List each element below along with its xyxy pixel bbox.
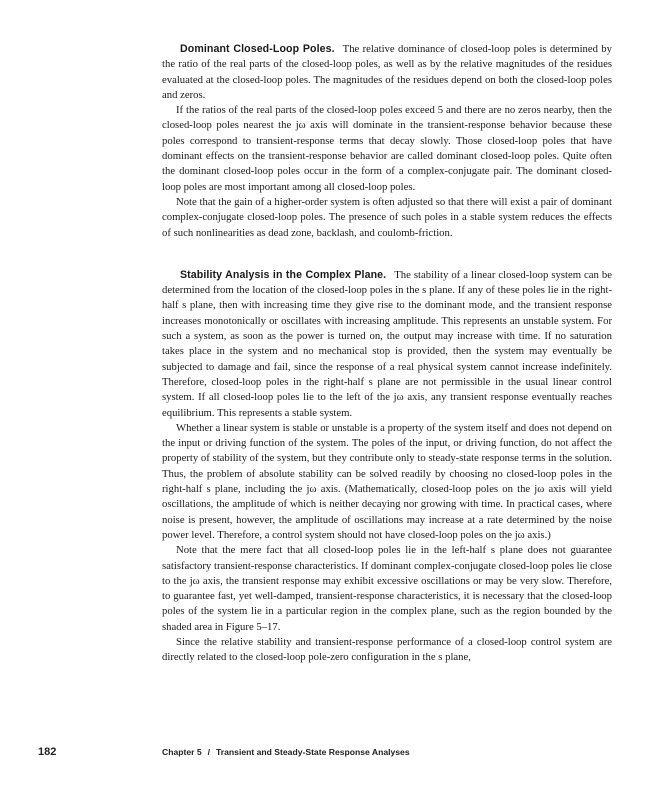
page-footer [0, 746, 653, 762]
chapter-label: Chapter 5 [162, 747, 202, 757]
paragraph: Note that the gain of a higher-order system is often adjusted so that there will exist a pair of dominant complex-conjugate closed-loop poles. The presence of such poles in a stable system reduces the effects of such nonlinearities as dead zone, backlash, and coulomb-friction. [162, 195, 612, 239]
body-text [162, 42, 612, 666]
section-dominant-poles [162, 42, 612, 241]
running-head [162, 747, 410, 757]
chapter-title: Transient and Steady-State Response Analyses [216, 747, 410, 757]
separator: / [207, 747, 211, 757]
paragraph: If the ratios of the real parts of the closed-loop poles exceed 5 and there are no zeros nearby, then the closed-loop poles nearest the jω axis will dominate in the transient-response behavior because these poles correspond to transient-response terms that decay slowly. Those closed-loop poles that have dominant effects on the transient-response behavior are called dominant closed-loop poles. Quite often the dominant closed-loop poles occur in the form of a complex-conjugate pair. The dominant closed-loop poles are most important among all closed-loop poles. [162, 104, 612, 193]
paragraph: Dominant Closed-Loop Poles. The relative dominance of closed-loop poles is determined by the ratio of the real parts of the closed-loop poles, as well as by the relative magnitudes of the residues evaluated at the closed-loop poles. The magnitudes of the residues depend on both the closed-loop poles and zeros. [162, 43, 612, 101]
section-stability-analysis [162, 268, 612, 666]
paragraph: Since the relative stability and transient-response performance of a closed-loop control system are directly related to the closed-loop pole-zero configuration in the s plane, [162, 635, 612, 664]
paragraph: Stability Analysis in the Complex Plane. The stability of a linear closed-loop system can be determined from the location of the closed-loop poles in the s plane. If any of these poles lie in the right-half s plane, then with increasing time they give rise to the dominant mode, and the transient response increases monotonically or oscillates with increasing amplitude. This represents an unstable system. For such a system, as soon as the power is turned on, the output may increase with time. If no saturation takes place in the system and no mechanical stop is provided, then the system may eventually be subjected to damage and fail, since the response of a real physical system cannot increase indefinitely. Therefore, closed-loop poles in the right-half s plane are not permissible in the usual linear control system. If all closed-loop poles lie to the left of the jω axis, any transient response eventually reaches equilibrium. This represents a stable system. [162, 268, 613, 419]
paragraph: Whether a linear system is stable or unstable is a property of the system itself and does not depend on the input or driving function of the system. The poles of the input, or driving function, do not affect the property of stability of the system, but they contribute only to steady-state response terms in the solution. Thus, the problem of absolute stability can be solved readily by choosing no closed-loop poles in the right-half s plane, including the jω axis. (Mathematically, closed-loop poles on the jω axis will yield oscillations, the amplitude of which is neither decaying nor growing with time. In practical cases, where noise is present, however, the amplitude of oscillations may increase at a rate determined by the noise power level. Therefore, a control system should not have closed-loop poles on the jω axis.) [162, 421, 612, 541]
paragraph: Note that the mere fact that all closed-loop poles lie in the left-half s plane does not guarantee satisfactory transient-response characteristics. If dominant complex-conjugate closed-loop poles lie close to the jω axis, the transient response may exhibit excessive oscillations or may be very slow. Therefore, to guarantee fast, yet well-damped, transient-response characteristics, it is necessary that the closed-loop poles of the system lie in a particular region in the complex plane, such as the region bounded by the shaded area in Figure 5–17. [162, 544, 612, 633]
section-heading: Dominant Closed-Loop Poles. [180, 43, 335, 55]
section-heading: Stability Analysis in the Complex Plane. [180, 268, 387, 281]
page-number: 182 [38, 746, 57, 758]
section-spacer [162, 241, 612, 268]
